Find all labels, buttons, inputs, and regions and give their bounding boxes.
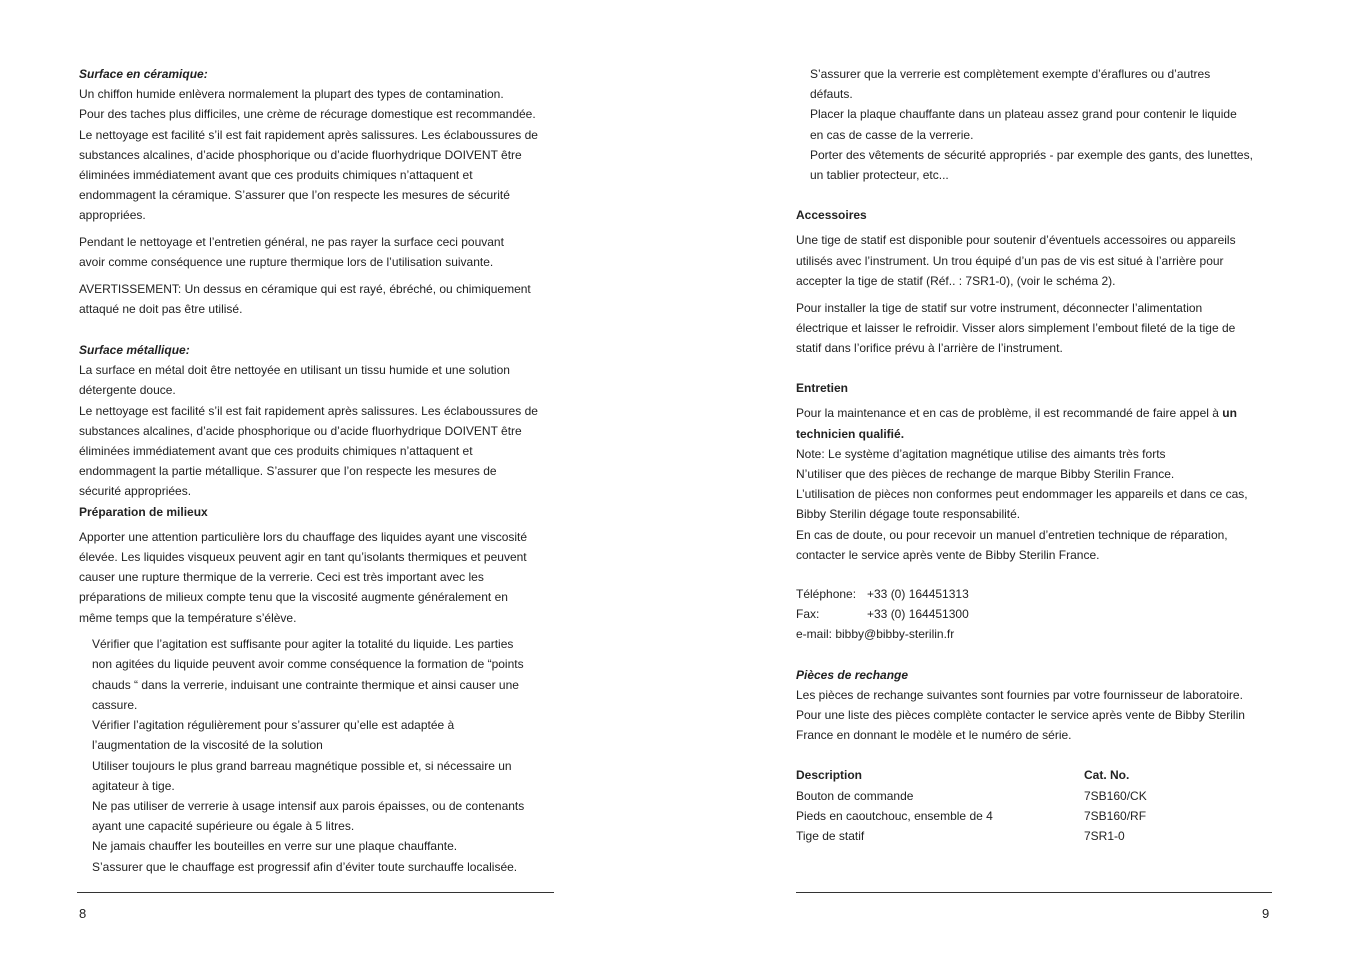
table-row (796, 806, 1196, 826)
text-line: Un chiffon humide enlèvera normalement la plupart des types de contamination. (79, 87, 504, 102)
fax-number: +33 (0) 164451300 (867, 607, 969, 622)
list-line: ayant une capacité supérieure ou égale à 5 litres. (92, 819, 355, 834)
column-header-cat-no: Cat. No. (1084, 768, 1130, 783)
part-cat-no: 7SR1-0 (1084, 829, 1125, 843)
list-line: S’assurer que le chauffage est progressif afin d’éviter toute surchauffe localisée. (92, 859, 518, 874)
phone-number: +33 (0) 164451313 (867, 586, 969, 601)
text-line: N’utiliser que des pièces de rechange de marque Bibby Sterilin France. (796, 466, 1175, 481)
list-line: S’assurer que la verrerie est complètement exempte d’éraflures ou d’autres (810, 67, 1211, 81)
accessories-paragraph-1 (796, 230, 1272, 291)
part-description: Tige de statif (796, 829, 865, 843)
text-line: préparations de milieux compte tenu que la viscosité augmente généralement en (79, 590, 508, 605)
text-line: En cas de doute, ou pour recevoir un manuel d’entretien technique de réparation, (796, 527, 1228, 542)
maintenance-heading: Entretien (796, 381, 849, 396)
text-line: éliminées immédiatement avant que ces produits chimiques n’attaquent et (79, 443, 473, 458)
metal-paragraph (79, 360, 555, 501)
list-line: l’augmentation de la viscosité de la solution (92, 738, 323, 753)
text-line: Pour des taches plus difficiles, une crème de récurage domestique est recommandée. (79, 107, 536, 122)
part-cat-no: 7SB160/CK (1084, 788, 1147, 803)
text-line: France en donnant le modèle et le numéro de série. (796, 728, 1072, 743)
text-line: Apporter une attention particulière lors du chauffage des liquides ayant une viscosité (79, 529, 528, 544)
text-line: Pour une liste des pièces complète contacter le service après vente de Bibby Sterilin (796, 707, 1245, 722)
text-line: AVERTISSEMENT: Un dessus en céramique qui est rayé, ébréché, ou chimiquement (79, 282, 531, 297)
text-line: Bibby Sterilin dégage toute responsabilité. (796, 507, 1021, 522)
text-line: accepter la tige de statif (Réf.. : 7SR1-0), (voir le schéma 2). (796, 273, 1116, 288)
text-line: contacter le service après vente de Bibby Sterilin France. (796, 547, 1100, 562)
table-row (796, 786, 1196, 806)
spares-heading: Pièces de rechange (796, 667, 909, 682)
text-line: Le nettoyage est facilité s’il est fait rapidement après salissures. Les éclaboussures de (79, 127, 538, 142)
list-line: en cas de casse de la verrerie. (810, 127, 974, 142)
list-line: agitateur à tige. (92, 778, 175, 793)
ceramic-warning (79, 279, 555, 319)
text-line: La surface en métal doit être nettoyée en utilisant un tissu humide et une solution (79, 363, 510, 378)
text-line: utilisés avec l’instrument. Un trou équipé d’un pas de vis est situé à l’arrière pour (796, 253, 1224, 268)
ceramic-heading: Surface en céramique: (79, 67, 208, 81)
list-line: non agitées du liquide peuvent avoir comme conséquence la formation de “points (92, 657, 524, 672)
safety-list-continued (796, 64, 1272, 185)
list-line: Ne jamais chauffer les bouteilles en verre sur une plaque chauffante. (92, 839, 458, 854)
text-line: endommagent la céramique. S’assurer que l’on respecte les mesures de sécurité (79, 188, 510, 203)
text-line: appropriées. (79, 208, 146, 223)
column-header-description: Description (796, 768, 863, 783)
spares-paragraph (796, 685, 1272, 746)
ceramic-paragraph-2 (79, 232, 555, 272)
list-line: Utiliser toujours le plus grand barreau magnétique possible et, si nécessaire un (92, 758, 512, 773)
text-line: Une tige de statif est disponible pour soutenir d’éventuels accessoires ou appareils (796, 233, 1236, 248)
phone-label: Téléphone: (796, 586, 857, 601)
text-line: avoir comme conséquence une rupture thermique lors de l’utilisation suivante. (79, 255, 494, 270)
list-line: Porter des vêtements de sécurité appropriés - par exemple des gants, des lunettes, (810, 147, 1253, 162)
part-description: Pieds en caoutchouc, ensemble de 4 (796, 808, 993, 823)
text-line: L’utilisation de pièces non conformes peut endommager les appareils et dans ce cas, (796, 487, 1248, 502)
accessories-paragraph-2 (796, 298, 1272, 359)
text-line: attaqué ne doit pas être utilisé. (79, 302, 243, 317)
text-line: électrique et laisser le refroidir. Visser alors simplement l’embout fileté de la tige de (796, 320, 1236, 335)
text-line (796, 403, 1272, 423)
text-line: substances alcalines, d’acide phosphorique ou d’acide fluorhydrique DOIVENT être (79, 423, 522, 438)
list-line: cassure. (92, 697, 138, 712)
text-line: Note: Le système d’agitation magnétique utilise des aimants très forts (796, 446, 1166, 461)
text-line: éliminées immédiatement avant que ces produits chimiques n’attaquent et (79, 168, 473, 183)
right-footer-rule (796, 892, 1272, 893)
list-line: défauts. (810, 87, 853, 102)
list-line: chauds “ dans la verrerie, induisant une contrainte thermique et ainsi causer une (92, 677, 519, 692)
part-description: Bouton de commande (796, 788, 914, 803)
contact-block (796, 584, 1272, 645)
text-line: même temps que la température s’élève. (79, 610, 297, 625)
part-cat-no: 7SB160/RF (1084, 808, 1147, 823)
text-line: détergente douce. (79, 383, 176, 398)
list-line: Placer la plaque chauffante dans un plateau assez grand pour contenir le liquide (810, 107, 1237, 122)
phone-row (796, 584, 1272, 604)
list-line: Vérifier que l’agitation est suffisante pour agiter la totalité du liquide. Les parties (92, 637, 514, 652)
maintenance-intro-emphasis: technicien qualifié. (796, 426, 905, 441)
maintenance-intro: Pour la maintenance et en cas de problème, il est recommandé de faire appel à (796, 406, 1223, 421)
left-footer-rule (77, 892, 554, 893)
text-line: causer une rupture thermique de la verrerie. Ceci est très important avec les (79, 570, 484, 585)
table-header-row (796, 765, 1196, 785)
table-row (796, 826, 1196, 846)
list-line: Vérifier l’agitation régulièrement pour s’assurer qu’elle est adaptée à (92, 718, 455, 733)
text-line: endommagent la partie métallique. S’assurer que l’on respecte les mesures de (79, 464, 497, 479)
page-number-left: 8 (79, 906, 87, 921)
text-line (796, 424, 1272, 444)
list-line: un tablier protecteur, etc... (810, 168, 949, 183)
ceramic-paragraph-1 (79, 84, 555, 225)
maintenance-intro-emphasis: un (1222, 406, 1237, 421)
fax-label: Fax: (796, 607, 820, 622)
text-line: Pour installer la tige de statif sur votre instrument, déconnecter l’alimentation (796, 300, 1203, 315)
left-page-column (79, 64, 555, 877)
fax-row (796, 604, 1272, 624)
media-heading: Préparation de milieux (79, 504, 208, 519)
text-line: substances alcalines, d’acide phosphorique ou d’acide fluorhydrique DOIVENT être (79, 147, 522, 162)
text-line: Le nettoyage est facilité s’il est fait rapidement après salissures. Les éclaboussures de (79, 403, 538, 418)
text-line: élevée. Les liquides visqueux peuvent agir en tant qu’isolants thermiques et peuvent (79, 549, 527, 564)
email-line: e-mail: bibby@bibby-sterilin.fr (796, 627, 955, 642)
list-line: Ne pas utiliser de verrerie à usage intensif aux parois épaisses, ou de contenants (92, 798, 525, 813)
metal-heading: Surface métallique: (79, 342, 190, 357)
text-line: sécurité appropriées. (79, 484, 192, 499)
right-page-column (796, 64, 1272, 846)
media-safety-list (79, 634, 555, 876)
text-line: statif dans l’orifice prévu à l’arrière de l’instrument. (796, 340, 1063, 355)
accessories-heading: Accessoires (796, 208, 867, 223)
media-paragraph (79, 527, 555, 628)
page-number-right: 9 (1262, 906, 1270, 921)
spare-parts-table (796, 765, 1196, 846)
text-line: Pendant le nettoyage et l’entretien général, ne pas rayer la surface ceci pouvant (79, 235, 504, 250)
maintenance-paragraph (796, 403, 1272, 565)
text-line: Les pièces de rechange suivantes sont fournies par votre fournisseur de laboratoire. (796, 687, 1243, 702)
